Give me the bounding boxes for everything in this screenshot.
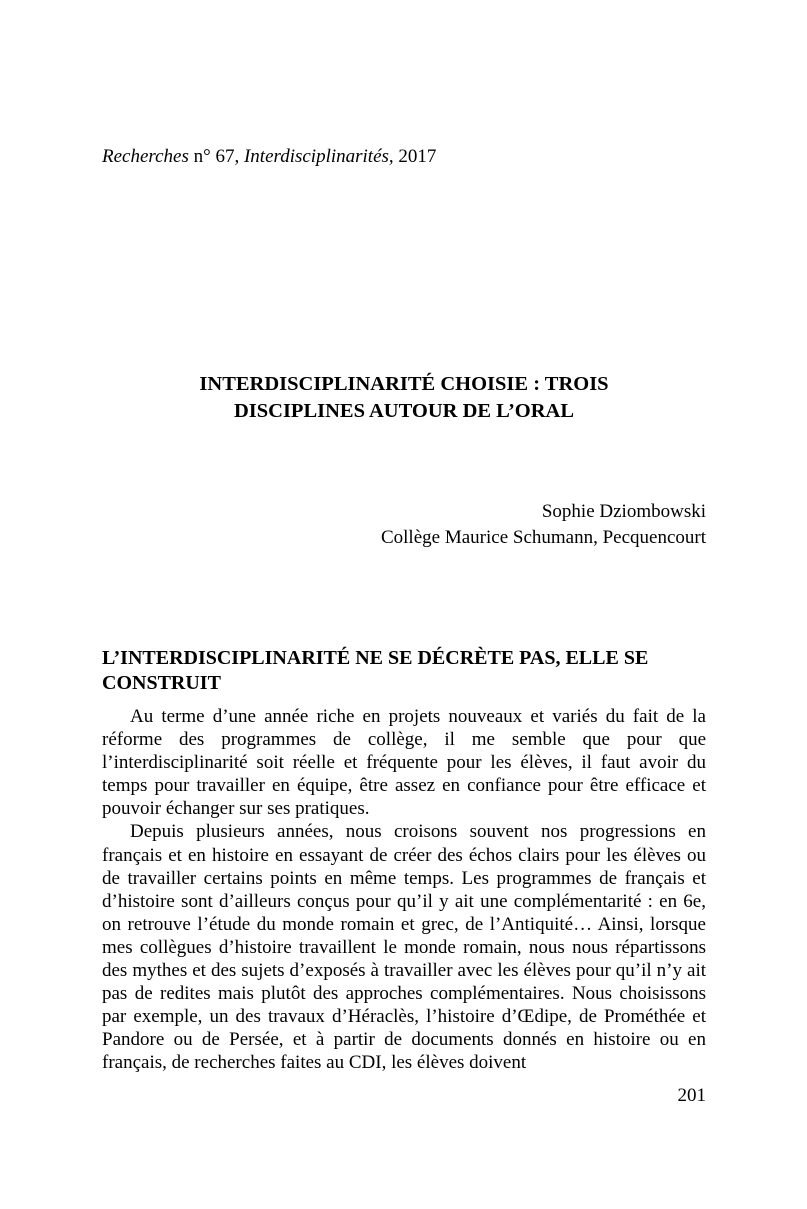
journal-theme: Interdisciplinarités <box>243 146 389 167</box>
journal-issue: n° 67, <box>188 146 244 167</box>
author-name: Sophie Dziombowski <box>541 501 706 522</box>
author-block <box>381 499 706 551</box>
journal-reference <box>102 145 436 169</box>
paragraph: Au terme d’une année riche en projets nouveaux et variés du fait de la réforme des programmes de collège, il me semble que pour que l’interdisciplinarité soit réelle et fréquente pour les élèves, il faut avoir du temps pour travailler en équipe, être assez en confiance pour être efficace et pouvoir échanger sur ses pratiques. <box>102 706 706 820</box>
body-text <box>102 705 706 1075</box>
article-title <box>102 371 706 425</box>
page-number: 201 <box>677 1085 706 1106</box>
journal-name: Recherches <box>102 146 189 167</box>
article-title-line-2: DISCIPLINES AUTOUR DE L’ORAL <box>233 400 575 422</box>
journal-year: , 2017 <box>388 146 437 167</box>
section-heading: L’INTERDISCIPLINARITÉ NE SE DÉCRÈTE PAS, ELLE SE CONSTRUIT <box>102 647 649 694</box>
author-affiliation: Collège Maurice Schumann, Pecquencourt <box>380 527 706 548</box>
article-title-line-1: INTERDISCIPLINARITÉ CHOISIE : TROIS <box>199 373 609 395</box>
paragraph: Depuis plusieurs années, nous croisons souvent nos progressions en français et en histoire en essayant de créer des échos clairs pour les élèves ou de travailler certains points en même temps. Les programmes de français et d’histoire sont d’ailleurs conçus pour qu’il y ait une complémentarité : en 6e, on retrouve l’étude du monde romain et grec, de l’Antiquité… Ainsi, lorsque mes collègues d’histoire travaillent le monde romain, nous nous répartissons des mythes et des sujets d’exposés à travailler avec les élèves pour qu’il n’y ait pas de redites mais plutôt des approches complémentaires. Nous choisissons par exemple, un des travaux d’Héraclès, l’histoire d’Œdipe, de Prométhée et Pandore ou de Persée, et à partir de documents donnés en histoire ou en français, de recherches faites au CDI, les élèves doivent <box>102 821 706 1074</box>
